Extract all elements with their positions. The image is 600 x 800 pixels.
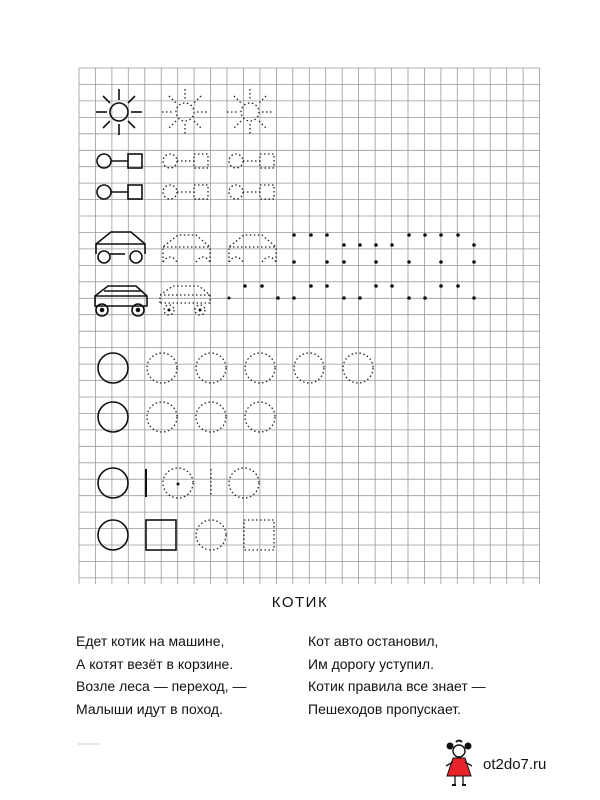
poem-line: Пешеходов пропускает. — [308, 700, 462, 717]
circle-square-solid — [97, 154, 142, 168]
circles-row-2 — [98, 402, 275, 432]
circle-square-big-dotted — [196, 520, 274, 550]
poem-title: КОТИК — [271, 594, 329, 611]
poem-line: Кот авто остановил, — [308, 633, 439, 649]
circle-line-row — [98, 468, 259, 498]
circle-square-dotted — [163, 154, 274, 168]
cart-solid — [95, 286, 147, 316]
car-solid — [96, 232, 145, 263]
circle-square-row-2 — [97, 185, 274, 199]
cart-row — [95, 284, 476, 316]
girl-logo-icon — [446, 741, 472, 786]
cart-dotted — [160, 286, 210, 315]
circle-solid-3 — [98, 468, 128, 498]
graph-paper-grid — [79, 68, 540, 584]
sun-dotted-1 — [162, 89, 208, 135]
circle-square-row-1 — [97, 154, 274, 168]
circles-row-1 — [98, 353, 373, 383]
poem-right-column — [308, 630, 486, 720]
poem-left-column — [76, 630, 247, 720]
poem-line: Малыши идут в поход. — [76, 700, 223, 717]
circle-square-dotted-2 — [163, 185, 274, 199]
circle-solid — [98, 353, 128, 383]
sun-dotted-2 — [227, 89, 273, 135]
poem-line: Котик правила все знает — — [308, 678, 486, 694]
poem-line: Едет котик на машине, — [76, 633, 225, 649]
circle-solid-4 — [98, 520, 128, 550]
poem-line: Возле леса — переход, — — [76, 678, 247, 694]
poem-line: А котят везёт в корзине. — [76, 655, 234, 672]
circle-square-solid-2 — [97, 185, 142, 199]
cart-connect-dots — [168, 284, 476, 311]
circle-square-big-row — [98, 520, 274, 550]
sun-figure-row — [96, 89, 273, 135]
poem-line: Им дорогу уступил. — [308, 655, 434, 672]
site-watermark: ot2do7.ru — [483, 756, 547, 773]
sun-solid — [96, 89, 142, 135]
center-dot — [177, 483, 180, 486]
circle-solid-2 — [98, 402, 128, 432]
car-row — [96, 232, 476, 264]
